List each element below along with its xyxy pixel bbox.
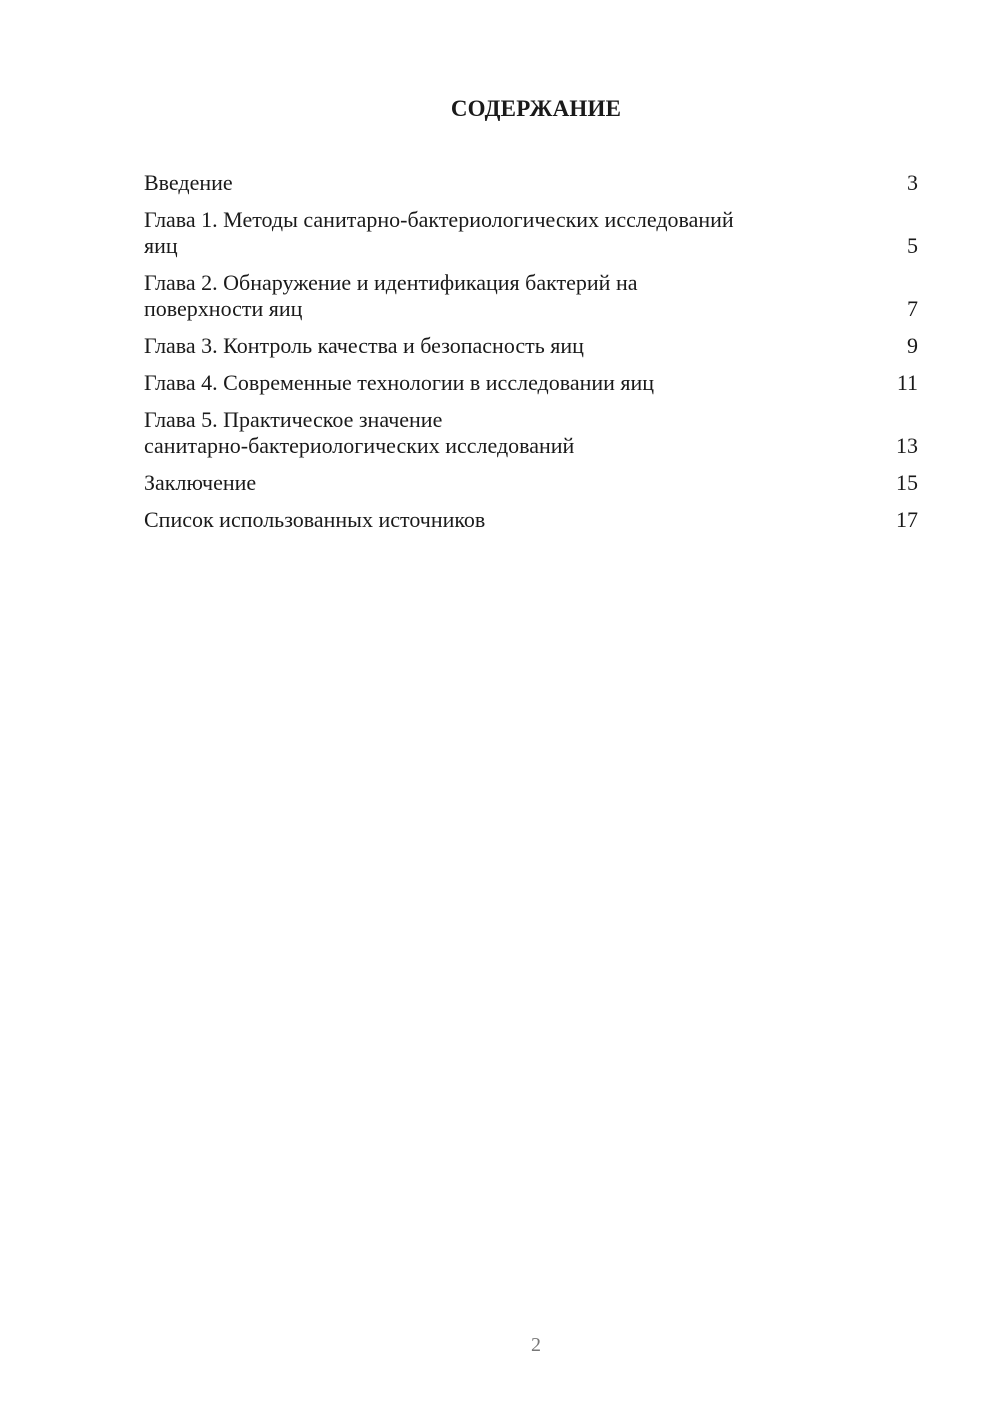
page-number: 2 (531, 1334, 541, 1356)
toc-entry-page: 11 (896, 370, 918, 395)
toc-entry-page: 5 (907, 233, 918, 258)
toc-entry-line: яиц (144, 233, 178, 258)
toc-entry-line: санитарно-бактериологических исследований (144, 433, 575, 458)
toc-entry-line: поверхности яиц (144, 296, 303, 321)
toc-entry-line: Список использованных источников (144, 507, 486, 532)
toc-entry-title (144, 333, 888, 359)
toc-entry-chapter-1 (144, 207, 918, 259)
toc-entry-line: Заключение (144, 470, 257, 495)
toc-entry-page: 3 (907, 170, 918, 195)
toc-entry-line: Введение (144, 170, 233, 195)
toc-entry-title (144, 170, 888, 196)
toc-entry-references (144, 507, 918, 533)
toc-entry-chapter-4 (144, 370, 918, 396)
toc-entry-title (144, 407, 888, 459)
toc-entry-conclusion (144, 470, 918, 496)
page-title: СОДЕРЖАНИЕ (450, 96, 622, 121)
toc-entry-chapter-2 (144, 270, 918, 322)
toc-entry-title (144, 470, 888, 496)
toc-entry-line: Глава 3. Контроль качества и безопасность яиц (144, 333, 584, 358)
toc-entry-page: 7 (907, 296, 918, 321)
toc-entry-title (144, 207, 888, 259)
toc-entry-line: Глава 2. Обнаружение и идентификация бактерий на (144, 270, 638, 295)
table-of-contents (144, 170, 918, 544)
toc-entry-chapter-3 (144, 333, 918, 359)
toc-entry-line: Глава 4. Современные технологии в исследовании яиц (144, 370, 655, 395)
toc-entry-page: 17 (896, 507, 918, 532)
toc-entry-line: Глава 5. Практическое значение (144, 407, 443, 432)
toc-entry-line: Глава 1. Методы санитарно-бактериологических исследований (144, 207, 734, 232)
toc-entry-title (144, 370, 888, 396)
toc-entry-title (144, 270, 888, 322)
toc-entry-title (144, 507, 888, 533)
toc-entry-page: 13 (896, 433, 918, 458)
toc-entry-chapter-5 (144, 407, 918, 459)
toc-entry-page: 9 (907, 333, 918, 358)
toc-entry-introduction (144, 170, 918, 196)
toc-entry-page: 15 (896, 470, 918, 495)
